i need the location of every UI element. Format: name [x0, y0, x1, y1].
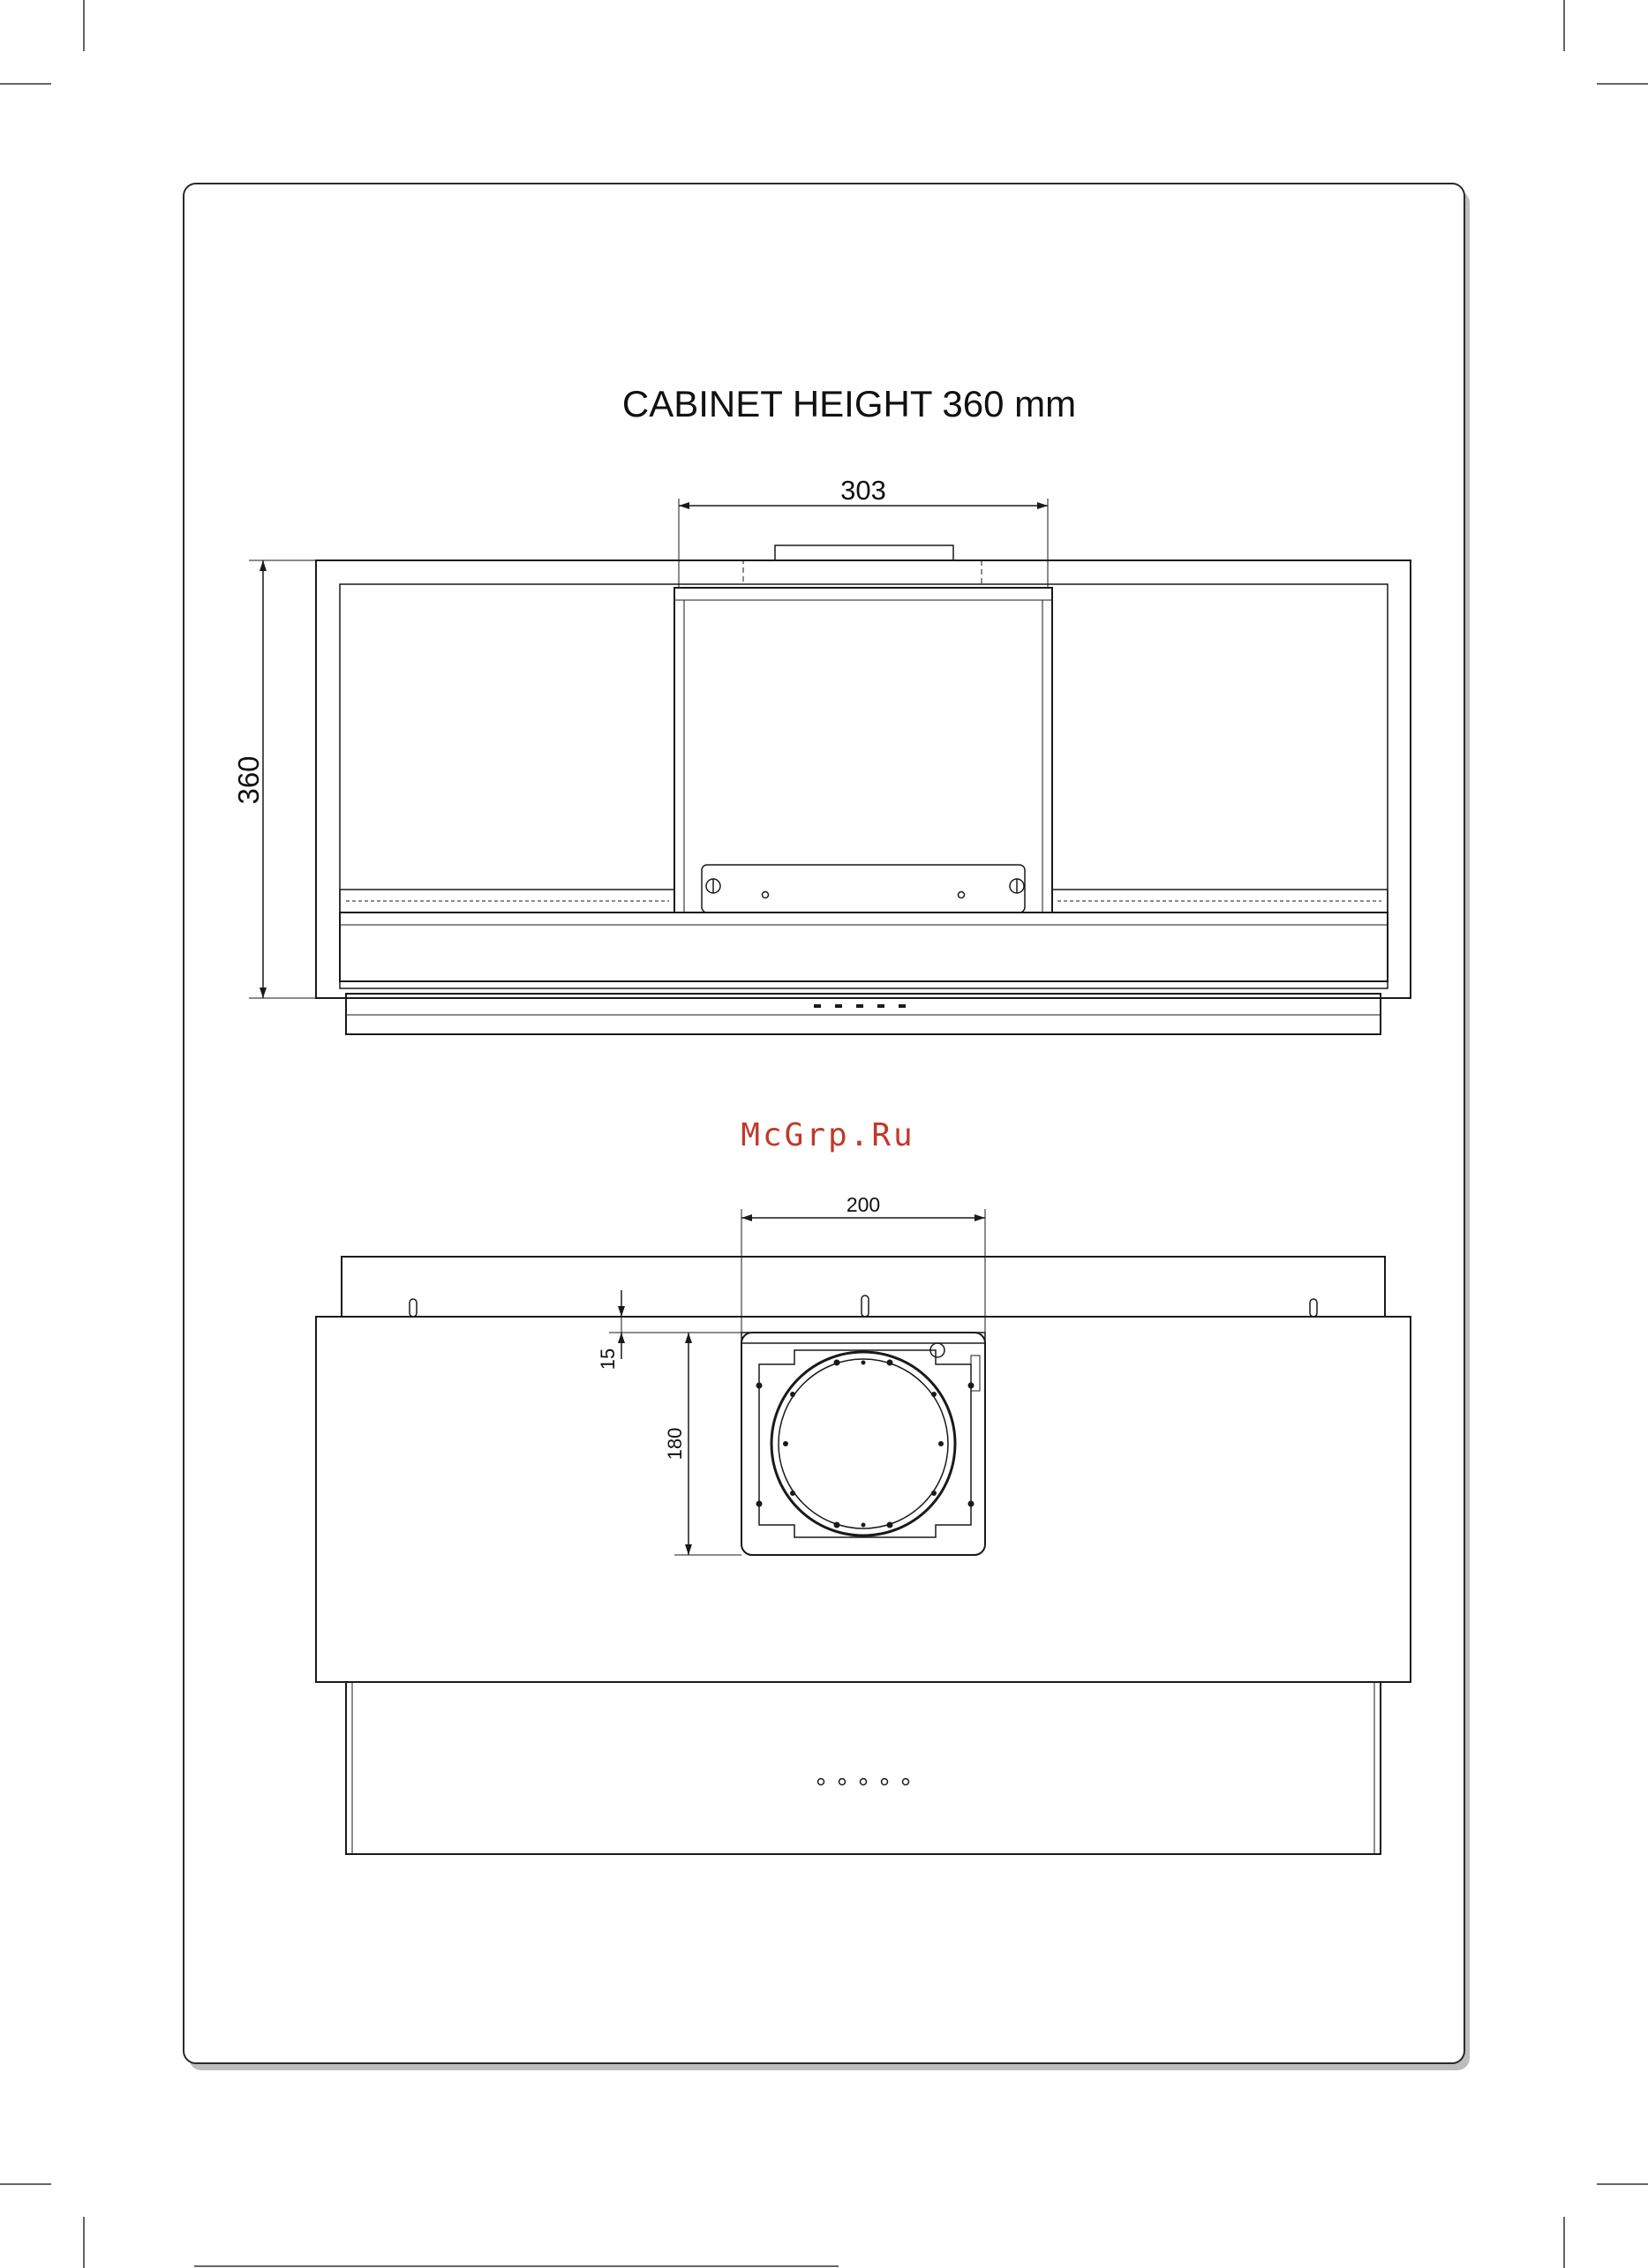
- front-width-dimension: 303: [840, 475, 886, 506]
- bottom-width-dimension: 200: [846, 1193, 881, 1216]
- bottom-depth-dimension: 180: [664, 1427, 686, 1461]
- bottom-offset-dimension: 15: [597, 1348, 619, 1371]
- watermark: McGrp.Ru: [741, 1117, 915, 1153]
- page-title: CABINET HEIGHT 360 mm: [621, 383, 1077, 424]
- front-height-dimension: 360: [232, 755, 265, 805]
